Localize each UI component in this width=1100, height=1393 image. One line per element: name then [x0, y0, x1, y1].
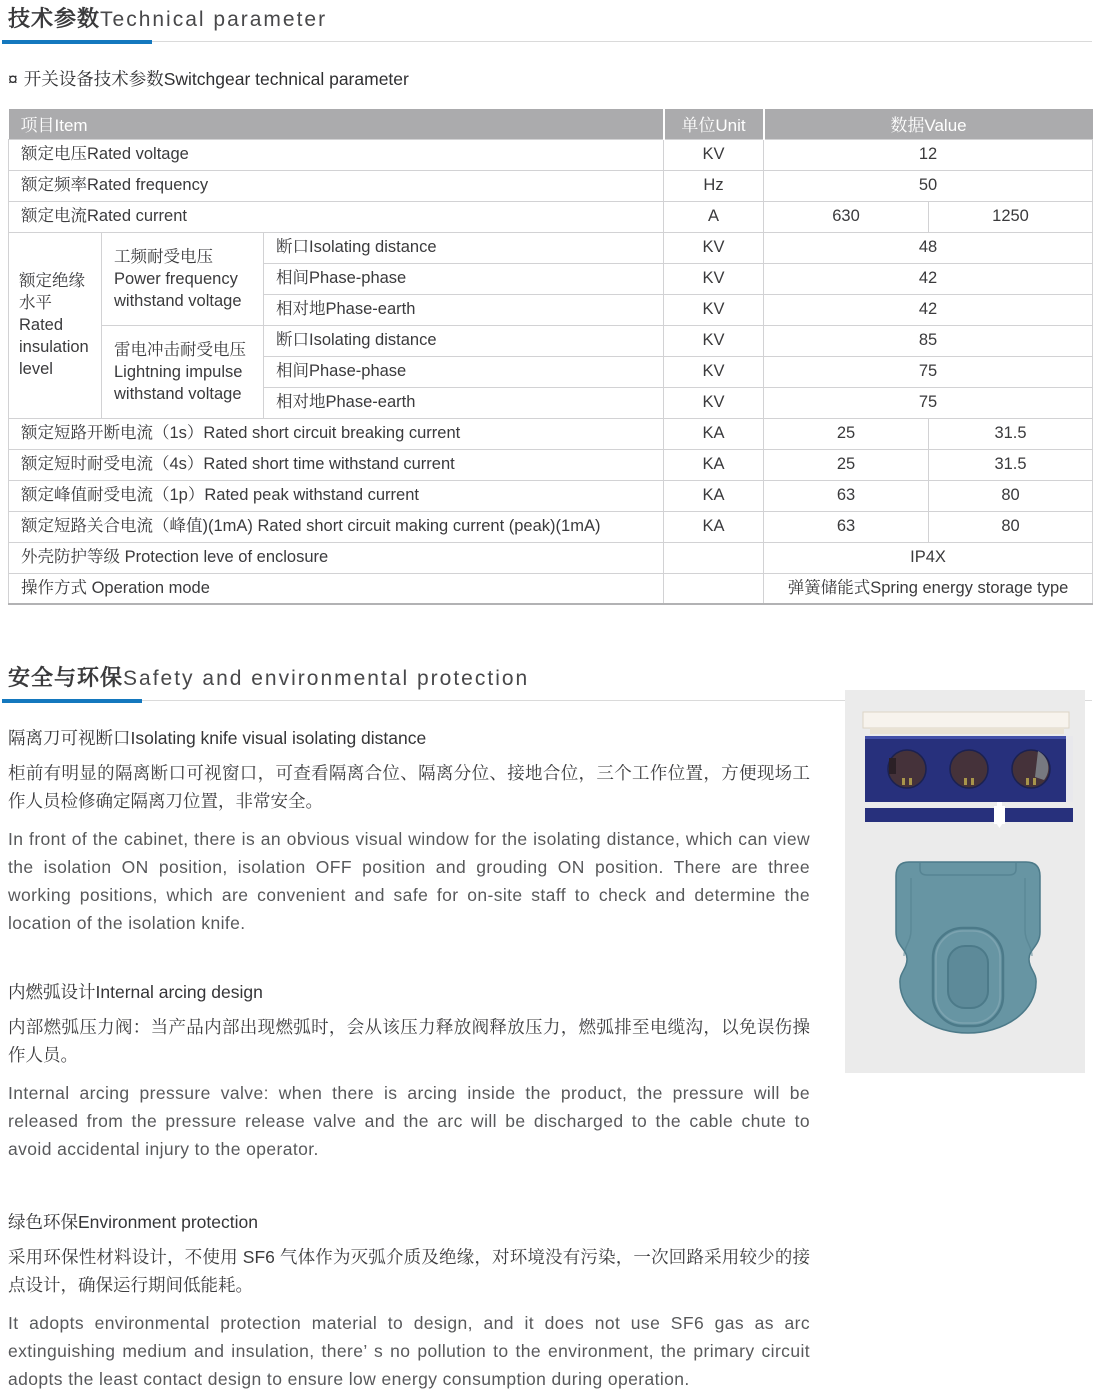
table-row	[9, 480, 1093, 511]
table-row	[9, 170, 1093, 201]
cell-value: 630	[764, 201, 929, 232]
cell-item: 额定短路关合电流（峰值)(1mA) Rated short circuit making current (peak)(1mA)	[9, 511, 664, 542]
cell-unit: KA	[664, 449, 764, 480]
cell-value: 42	[764, 294, 1093, 325]
safety-content-column	[8, 725, 810, 1393]
paragraph-en: In front of the cabinet, there is an obvious visual window for the isolating distance, which can view the isolation ON position, isolation OFF position and grouding ON position. There are three working positions, which are convenient and safe for on-site staff to check and determine the location of the isolation knife.	[8, 829, 810, 933]
cell-value: IP4X	[764, 542, 1093, 573]
product-figure-graphic	[845, 690, 1085, 1073]
subgroup-label-zh: 工频耐受电压	[114, 247, 213, 266]
cell-value: 50	[764, 170, 1093, 201]
paragraph-zh: 柜前有明显的隔离断口可视窗口，可查看隔离合位、隔离分位、接地合位，三个工作位置，方便现场工作人员检修确定隔离刀位置，非常安全。	[8, 763, 810, 811]
table-row	[9, 449, 1093, 480]
cell-unit: KV	[664, 232, 764, 263]
table-caption-text: 开关设备技术参数Switchgear technical parameter	[23, 69, 409, 89]
subgroup-label-en: Power frequency withstand voltage	[114, 269, 242, 310]
cell-subgroup-power-frequency	[102, 232, 264, 325]
cell-item: 额定短路开断电流（1s）Rated short circuit breaking current	[9, 418, 664, 449]
cell-value: 85	[764, 325, 1093, 356]
pressure-release-valve-photo	[896, 862, 1040, 1033]
subgroup-label-zh: 雷电冲击耐受电压	[114, 340, 246, 359]
section-title-zh: 技术参数	[8, 6, 101, 31]
cell-item: 额定短时耐受电流（4s）Rated short time withstand current	[9, 449, 664, 480]
section-title-en: Safety and environmental protection	[123, 667, 530, 690]
subgroup-label-en: Lightning impulse withstand voltage	[114, 362, 243, 403]
cell-value: 1250	[929, 201, 1093, 232]
product-figure	[845, 690, 1085, 1073]
cell-unit: KV	[664, 294, 764, 325]
group-label-zh: 额定绝缘水平	[19, 272, 85, 312]
block-heading-isolating-knife: 隔离刀可视断口Isolating knife visual isolating distance	[8, 728, 427, 748]
table-row	[9, 139, 1093, 170]
cell-value: 75	[764, 356, 1093, 387]
cell-unit: KV	[664, 139, 764, 170]
cell-item: 额定峰值耐受电流（1p）Rated peak withstand current	[9, 480, 664, 511]
cell-value: 48	[764, 232, 1093, 263]
isolating-window-cabinet-photo	[863, 712, 1073, 828]
cell-unit: KA	[664, 511, 764, 542]
table-header-row	[9, 109, 1093, 139]
cell-value: 75	[764, 387, 1093, 418]
cell-unit: A	[664, 201, 764, 232]
paragraph-zh: 内部燃弧压力阀：当产品内部出现燃弧时，会从该压力释放阀释放压力，燃弧排至电缆沟，以免误伤操作人员。	[8, 1017, 810, 1065]
paragraph-en: Internal arcing pressure valve: when there is arcing inside the product, the pressure will be released from the pressure release valve and the arc will be discharged to the cable chute to avoid accidental injury to the operator.	[8, 1083, 810, 1159]
table-row	[9, 418, 1093, 449]
cell-value: 25	[764, 418, 929, 449]
cell-unit: KA	[664, 480, 764, 511]
cell-item: 操作方式 Operation mode	[9, 573, 664, 604]
cell-value: 63	[764, 480, 929, 511]
cell-value: 12	[764, 139, 1093, 170]
table-row	[9, 573, 1093, 604]
paragraph-zh: 采用环保性材料设计，不使用 SF6 气体作为灭弧介质及绝缘，对环境没有污染，一次回路采用较少的接点设计，确保运行期间低能耗。	[8, 1247, 810, 1295]
group-label-en: Rated insulation level	[19, 316, 89, 378]
cell-item: 额定电压Rated voltage	[9, 139, 664, 170]
table-row	[9, 232, 1093, 263]
cell-unit: Hz	[664, 170, 764, 201]
cell-value: 80	[929, 511, 1093, 542]
section-title-en: Technical parameter	[100, 8, 328, 31]
cell-value: 42	[764, 263, 1093, 294]
cell-unit: KV	[664, 387, 764, 418]
cell-item: 断口Isolating distance	[264, 232, 664, 263]
cell-unit	[664, 573, 764, 604]
technical-parameter-table	[8, 109, 1093, 605]
cell-value: 25	[764, 449, 929, 480]
cell-value: 弹簧储能式Spring energy storage type	[764, 573, 1093, 604]
cell-item: 外壳防护等级 Protection leve of enclosure	[9, 542, 664, 573]
accent-underline	[2, 40, 152, 44]
cell-value: 31.5	[929, 449, 1093, 480]
cell-value: 63	[764, 511, 929, 542]
cell-value: 31.5	[929, 418, 1093, 449]
column-header-item: 项目Item	[9, 109, 664, 139]
cell-unit: KV	[664, 325, 764, 356]
table-row	[9, 201, 1093, 232]
cell-unit: KV	[664, 356, 764, 387]
column-header-unit: 单位Unit	[664, 109, 764, 139]
table-row	[9, 325, 1093, 356]
cell-group-rated-insulation-level	[9, 232, 102, 418]
column-header-value: 数据Value	[764, 109, 1093, 139]
cell-item: 断口Isolating distance	[264, 325, 664, 356]
section-title-zh: 安全与环保	[8, 665, 124, 690]
cell-value: 80	[929, 480, 1093, 511]
paragraph-en: It adopts environmental protection material to design, and it does not use SF6 gas as arc extinguishing medium and insulation, there’ s no pollution to the environment, the primary circuit adopts the least contact design to ensure low energy consumption during operation.	[8, 1313, 810, 1389]
cell-unit: KA	[664, 418, 764, 449]
cell-item: 相间Phase-phase	[264, 263, 664, 294]
cell-unit	[664, 542, 764, 573]
accent-underline	[2, 699, 142, 703]
currency-bullet-icon: ¤	[8, 69, 18, 89]
table-caption	[8, 66, 1092, 91]
cell-item: 相间Phase-phase	[264, 356, 664, 387]
table-row	[9, 542, 1093, 573]
cell-item: 相对地Phase-earth	[264, 387, 664, 418]
cell-item: 额定电流Rated current	[9, 201, 664, 232]
cell-item: 相对地Phase-earth	[264, 294, 664, 325]
cell-subgroup-lightning-impulse	[102, 325, 264, 418]
block-heading-environment-protection: 绿色环保Environment protection	[8, 1212, 258, 1232]
cell-unit: KV	[664, 263, 764, 294]
table-row	[9, 511, 1093, 542]
block-heading-internal-arcing: 内燃弧设计Internal arcing design	[8, 982, 263, 1002]
cell-item: 额定频率Rated frequency	[9, 170, 664, 201]
section-header-technical-parameter	[8, 2, 1092, 42]
